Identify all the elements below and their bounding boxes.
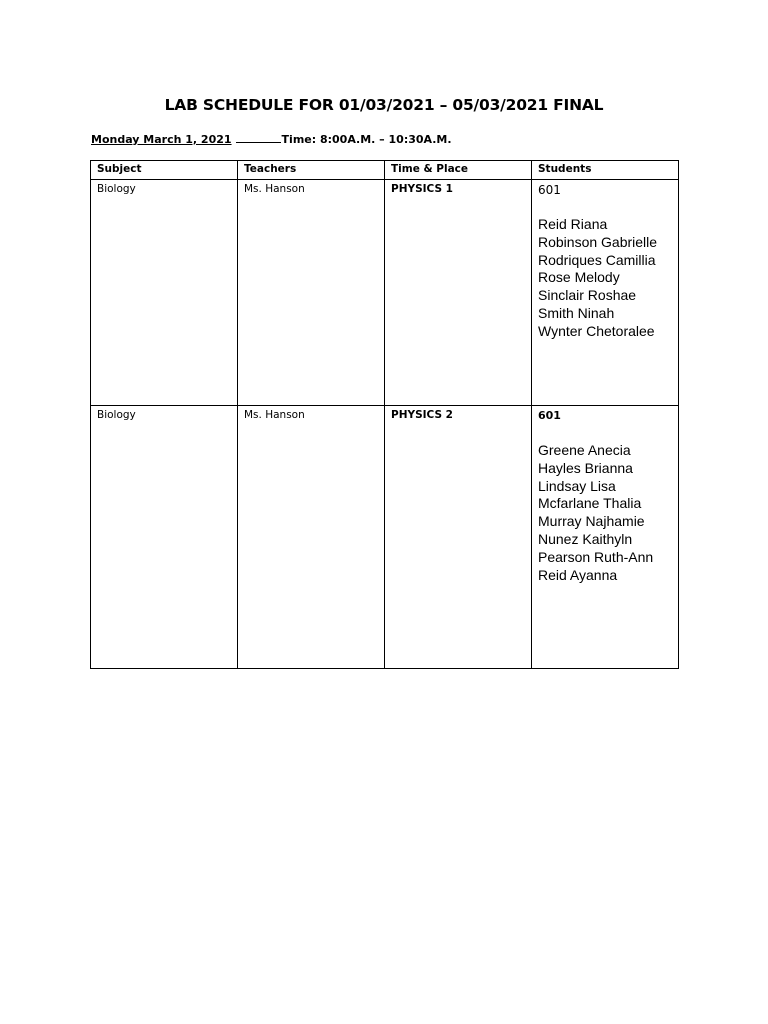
list-item: Hayles Brianna (538, 459, 633, 476)
column-header-subject: Subject (91, 161, 238, 180)
list-item: Pearson Ruth-Ann (538, 548, 654, 565)
teacher-cell: Ms. Hanson (238, 406, 385, 669)
list-item: Smith Ninah (538, 304, 615, 321)
students-cell (532, 406, 679, 669)
blank-underline (236, 132, 281, 143)
list-item: Robinson Gabrielle (538, 233, 658, 250)
students-cell (532, 180, 679, 406)
teacher-cell: Ms. Hanson (238, 180, 385, 406)
table-row (91, 180, 679, 406)
list-item: Murray Najhamie (538, 513, 645, 530)
schedule-table (90, 160, 679, 669)
list-item: Rose Melody (538, 269, 620, 286)
list-item: Mcfarlane Thalia (538, 495, 642, 512)
group-number: 601 (538, 183, 561, 197)
column-header-students: Students (532, 161, 679, 180)
list-item: Greene Anecia (538, 442, 631, 458)
list-item: Sinclair Roshae (538, 287, 637, 304)
subject-cell: Biology (91, 180, 238, 406)
table-row (91, 406, 679, 669)
schedule-date: Monday March 1, 2021 (91, 133, 232, 146)
group-number: 601 (538, 409, 561, 422)
place-cell: PHYSICS 1 (385, 180, 532, 406)
page-title: LAB SCHEDULE FOR 01/03/2021 – 05/03/2021 FINAL (164, 96, 604, 114)
list-item: Reid Riana (538, 216, 608, 232)
subject-cell: Biology (91, 406, 238, 669)
table-header-row (91, 161, 679, 180)
list-item: Wynter Chetoralee (538, 322, 655, 339)
list-item: Lindsay Lisa (538, 477, 616, 494)
column-header-time-place: Time & Place (385, 161, 532, 180)
schedule-time: Time: 8:00A.M. – 10:30A.M. (281, 133, 452, 146)
column-header-teachers: Teachers (238, 161, 385, 180)
date-time-line (91, 132, 452, 146)
place-cell: PHYSICS 2 (385, 406, 532, 669)
list-item: Nunez Kaithyln (538, 530, 633, 547)
list-item: Rodriques Camillia (538, 251, 656, 268)
student-list (538, 442, 678, 584)
list-item: Reid Ayanna (538, 566, 618, 583)
student-list (538, 216, 678, 341)
